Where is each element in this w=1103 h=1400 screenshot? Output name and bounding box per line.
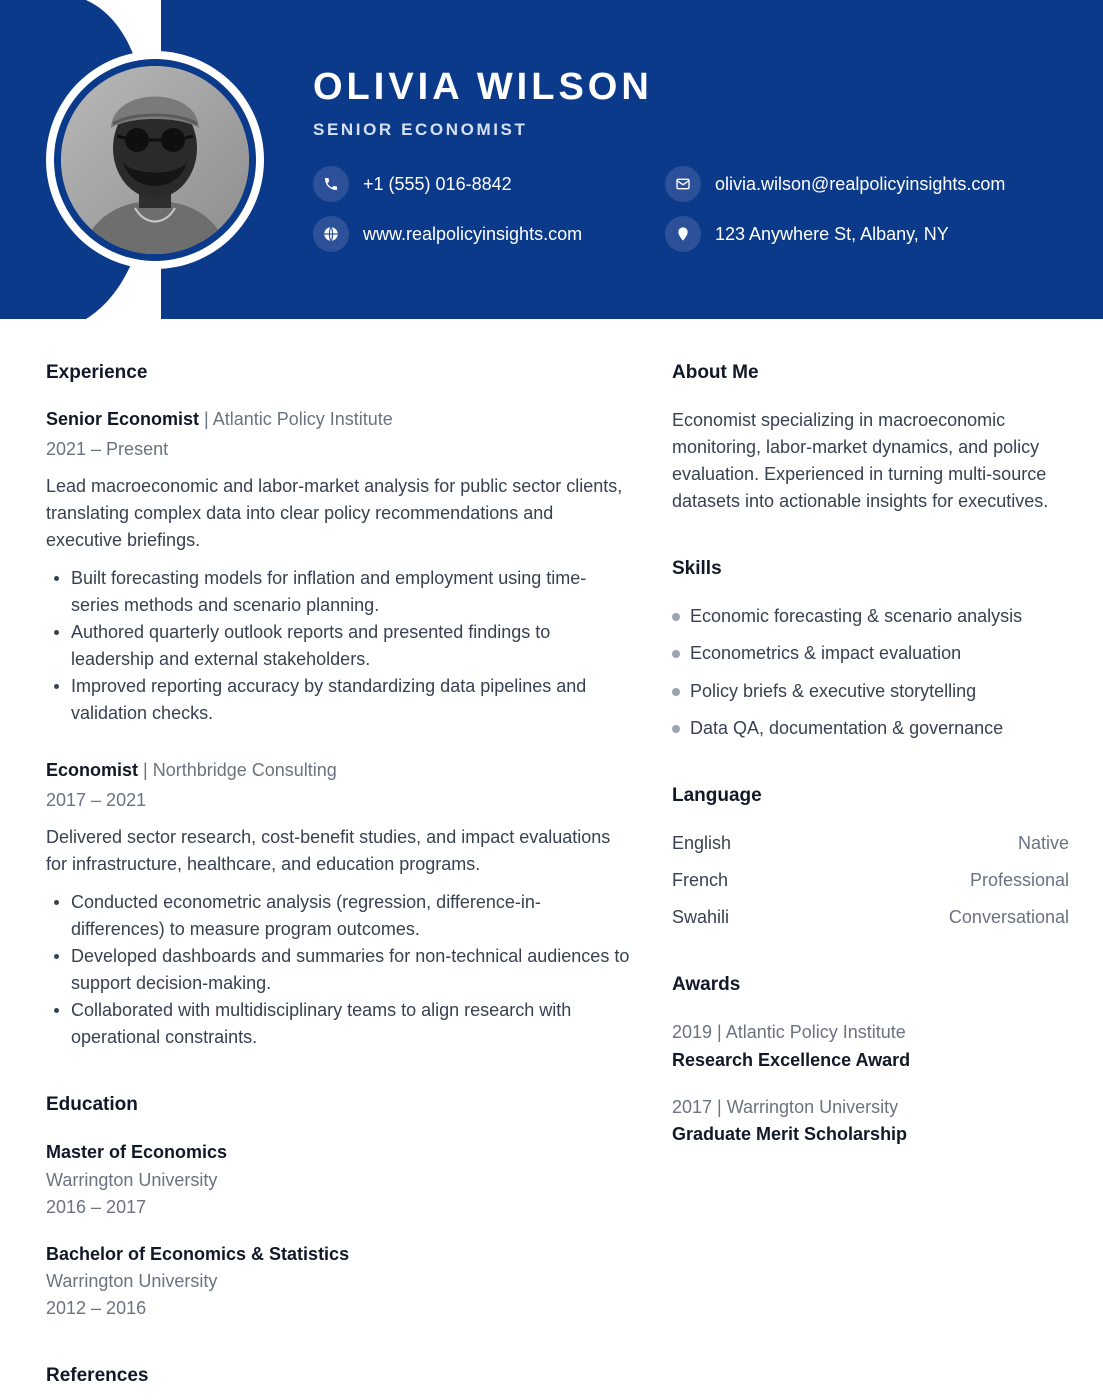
language-level: Conversational: [948, 907, 1069, 927]
award-meta: 2019 | Atlantic Policy Institute: [672, 1022, 906, 1042]
website-text: www.realpolicyinsights.com: [363, 223, 583, 244]
award-meta: 2017 | Warrington University: [672, 1097, 899, 1117]
address-text: 123 Anywhere St, Albany, NY: [715, 223, 949, 244]
language-level: Native: [1017, 833, 1069, 853]
list-item: Authored quarterly outlook reports and presented findings to leadership and external stakeholders.: [46, 619, 616, 673]
globe-icon: [313, 216, 349, 252]
job-title: Senior Economist: [46, 409, 200, 429]
award-title: Research Excellence Award: [672, 1050, 911, 1070]
resume-header: [0, 0, 1103, 319]
contact-address: [665, 216, 949, 252]
job-bullets: [46, 889, 631, 1051]
skill-label: Policy briefs & executive storytelling: [690, 681, 977, 701]
job-company: | Northbridge Consulting: [143, 760, 337, 780]
skill-label: Econometrics & impact evaluation: [690, 643, 962, 663]
job-summary: Delivered sector research, cost-benefit studies, and impact evaluations for infrastructure, healthcare, and education programs.: [46, 827, 611, 874]
education-dates: 2012 – 2016: [46, 1298, 147, 1318]
language-heading: Language: [672, 785, 762, 806]
job-header: [46, 757, 337, 784]
degree-title: Master of Economics: [46, 1142, 228, 1162]
job-dates: 2021 – Present: [46, 439, 169, 459]
job-title: Economist: [46, 760, 139, 780]
job-company: | Atlantic Policy Institute: [204, 409, 393, 429]
candidate-title: SENIOR ECONOMIST: [313, 120, 528, 139]
award-title: Graduate Merit Scholarship: [672, 1124, 908, 1144]
language-name: French: [672, 870, 729, 890]
candidate-name: OLIVIA WILSON: [313, 66, 653, 108]
contact-website[interactable]: [313, 216, 582, 252]
bullet-dot: [672, 725, 680, 733]
job-summary: Lead macroeconomic and labor-market analysis for public sector clients, translating complex data into clear policy recommendations and executive briefings.: [46, 476, 623, 550]
school-name: Warrington University: [46, 1271, 218, 1291]
list-item: Built forecasting models for inflation and employment using time-series methods and scenario planning.: [46, 565, 616, 619]
bullet-dot: [672, 613, 680, 621]
email-text: olivia.wilson@realpolicyinsights.com: [715, 173, 1006, 194]
skill-item: [672, 643, 961, 664]
job-dates: 2017 – 2021: [46, 790, 147, 810]
language-row: [672, 870, 1069, 891]
school-name: Warrington University: [46, 1170, 218, 1190]
profile-photo: [61, 66, 249, 254]
job-bullets: [46, 565, 616, 727]
language-name: Swahili: [672, 907, 730, 927]
language-name: English: [672, 833, 732, 853]
experience-heading: Experience: [46, 362, 148, 383]
bullet-dot: [672, 650, 680, 658]
list-item: Conducted econometric analysis (regression, difference-in-differences) to measure program outcomes.: [46, 889, 631, 943]
contact-phone[interactable]: [313, 166, 512, 202]
phone-text: +1 (555) 016-8842: [363, 173, 512, 194]
skill-item: [672, 718, 1003, 739]
skill-item: [672, 681, 976, 702]
list-item: Developed dashboards and summaries for non-technical audiences to support decision-making.: [46, 943, 631, 997]
about-text: Economist specializing in macroeconomic monitoring, labor-market dynamics, and policy evaluation. Experienced in turning multi-source datasets into actionable insights for executives.: [672, 410, 1049, 511]
phone-icon: [313, 166, 349, 202]
skill-item: [672, 606, 1022, 627]
language-row: [672, 833, 1069, 854]
bullet-dot: [672, 688, 680, 696]
location-pin-icon: [665, 216, 701, 252]
skill-label: Economic forecasting & scenario analysis: [690, 606, 1023, 626]
skill-label: Data QA, documentation & governance: [690, 718, 1004, 738]
language-level: Professional: [969, 870, 1069, 890]
list-item: Improved reporting accuracy by standardizing data pipelines and validation checks.: [46, 673, 616, 727]
job-header: [46, 406, 393, 433]
references-heading: References: [46, 1365, 149, 1386]
awards-heading: Awards: [672, 974, 741, 995]
language-row: [672, 907, 1069, 928]
contact-email[interactable]: [665, 166, 1005, 202]
mail-icon: [665, 166, 701, 202]
about-heading: About Me: [672, 362, 759, 383]
degree-title: Bachelor of Economics & Statistics: [46, 1244, 350, 1264]
list-item: Collaborated with multidisciplinary teams to align research with operational constraints.: [46, 997, 631, 1051]
profile-photo-frame: [46, 51, 264, 269]
header-banner: [161, 0, 1103, 319]
education-heading: Education: [46, 1094, 138, 1115]
education-dates: 2016 – 2017: [46, 1197, 147, 1217]
skills-heading: Skills: [672, 558, 722, 579]
